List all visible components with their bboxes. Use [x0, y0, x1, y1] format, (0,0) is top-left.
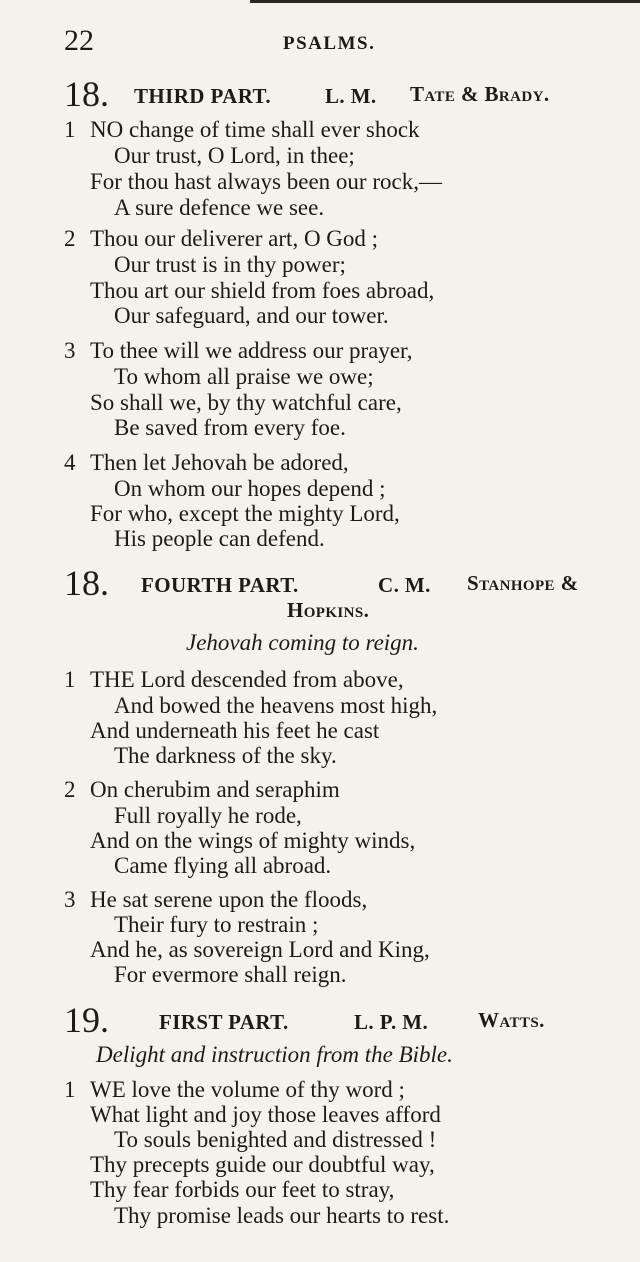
verse-line: Thy precepts guide our doubtful way, [90, 1152, 435, 1177]
verse-line: Our safeguard, and our tower. [114, 303, 389, 328]
verse-number: 2 [64, 226, 76, 251]
verse-line: NO change of time shall ever shock [90, 117, 420, 142]
verse-line: So shall we, by thy watchful care, [90, 390, 402, 415]
verse-line: Thy promise leads our hearts to rest. [114, 1203, 450, 1228]
verse-line: To souls benighted and distressed ! [114, 1127, 437, 1152]
hymn-number: 18. [64, 563, 109, 603]
verse-line: For evermore shall reign. [114, 962, 347, 987]
hymn-author: Watts. [478, 1008, 545, 1032]
hymn-number: 18. [64, 74, 109, 114]
verse-line: Came flying all abroad. [114, 853, 332, 878]
verse-line: On cherubim and seraphim [90, 777, 340, 802]
verse-number: 1 [64, 667, 76, 692]
verse-line: And he, as sovereign Lord and King, [90, 937, 430, 962]
hymn-author: Stanhope & [467, 571, 579, 595]
verse-line: And on the wings of mighty winds, [90, 828, 416, 853]
verse-line: Thou art our shield from foes abroad, [90, 278, 435, 303]
verse-line: To whom all praise we owe; [114, 364, 374, 389]
verse-number: 3 [64, 887, 76, 912]
hymn-author: Tate & Brady. [410, 82, 550, 106]
verse-line: And bowed the heavens most high, [114, 693, 438, 718]
verse-line: He sat serene upon the floods, [90, 887, 368, 912]
top-rule [250, 0, 640, 3]
verse-line: Then let Jehovah be adored, [90, 450, 349, 475]
verse-line: Our trust, O Lord, in thee; [114, 143, 355, 168]
running-head: PSALMS. [283, 33, 376, 54]
verse-line: Thy fear forbids our feet to stray, [90, 1177, 395, 1202]
verse-line: Full royally he rode, [114, 803, 302, 828]
verse-number: 2 [64, 777, 76, 802]
verse-line: And underneath his feet he cast [90, 718, 380, 743]
verse-number: 1 [64, 1077, 76, 1102]
verse-line: Thou our deliverer art, O God ; [90, 226, 379, 251]
verse-line: THE Lord descended from above, [90, 667, 404, 692]
hymn-part: THIRD PART. [134, 84, 272, 108]
verse-line: What light and joy those leaves afford [90, 1102, 441, 1127]
verse-line: On whom our hopes depend ; [114, 476, 386, 501]
verse-number: 3 [64, 338, 76, 363]
verse-line: For thou hast always been our rock,— [90, 169, 442, 194]
hymn-part: FIRST PART. [159, 1010, 289, 1034]
verse-line: To thee will we address our prayer, [90, 338, 413, 363]
verse-line: The darkness of the sky. [114, 743, 337, 768]
hymn-subtitle: Delight and instruction from the Bible. [96, 1042, 453, 1067]
hymn-author-continued: Hopkins. [287, 598, 370, 622]
verse-line: WE love the volume of thy word ; [90, 1077, 405, 1102]
verse-line: For who, except the mighty Lord, [90, 501, 400, 526]
verse-line: Be saved from every foe. [114, 415, 346, 440]
verse-line: His people can defend. [114, 526, 325, 551]
hymn-meter: C. M. [378, 573, 431, 597]
verse-number: 1 [64, 117, 76, 142]
hymn-part: FOURTH PART. [141, 573, 299, 597]
verse-line: A sure defence we see. [114, 195, 325, 220]
hymn-subtitle: Jehovah coming to reign. [186, 630, 419, 655]
hymn-meter: L. P. M. [354, 1010, 429, 1034]
verse-line: Our trust is in thy power; [114, 252, 346, 277]
hymn-meter: L. M. [325, 84, 377, 108]
verse-line: Their fury to restrain ; [114, 912, 319, 937]
page-number: 22 [64, 24, 94, 57]
hymn-number: 19. [64, 1000, 109, 1040]
verse-number: 4 [64, 450, 76, 475]
